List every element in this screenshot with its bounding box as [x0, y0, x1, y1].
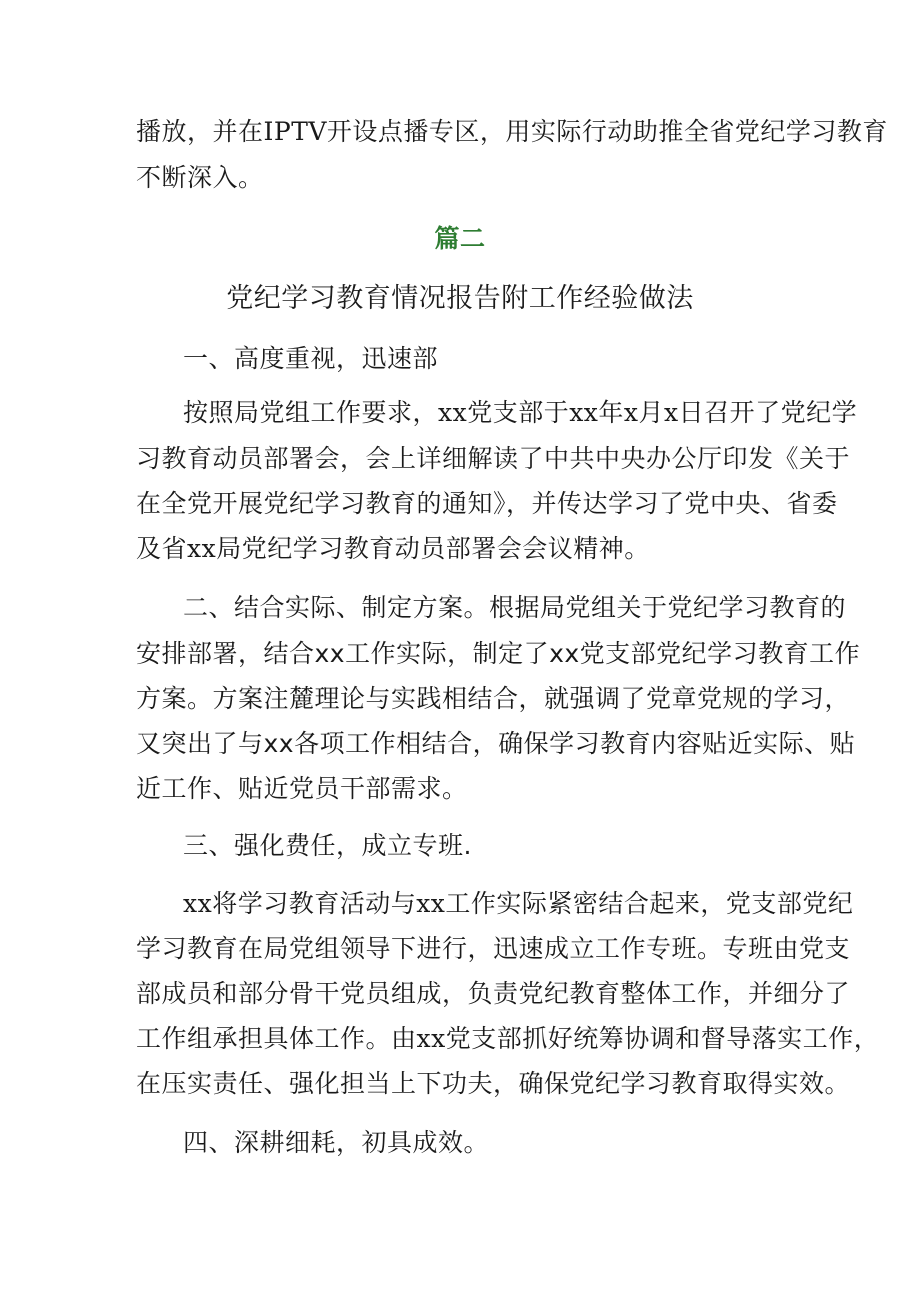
paragraph-3-line: xx将学习教育活动与xx工作实际紧密结合起来，党支部党纪: [183, 889, 854, 918]
paragraph-1-line: 习教育动员部署会，会上详细解读了中共中央办公厅印发《关于: [136, 444, 851, 473]
document-title: 党纪学习教育情况报告附工作经验做法: [226, 283, 694, 314]
heading-4: 四、深耕细耗，初具成效。: [183, 1128, 490, 1157]
paragraph-3-line: 部成员和部分骨干党员组成，负责党纪教育整体工作，并细分了: [136, 979, 851, 1008]
heading-3: 三、强化费任，成立专班.: [183, 831, 472, 860]
heading-1: 一、高度重视，迅速部: [183, 344, 439, 373]
paragraph-2-line: 近工作、贴近党员干部需求。: [136, 774, 468, 803]
paragraph-2-line: 安排部署，结合xx工作实际，制定了xx党支部党纪学习教育工作: [136, 639, 861, 668]
intro-line: 不断深入。: [136, 163, 264, 192]
paragraph-3-line: 在压实责任、强化担当上下功夫，确保党纪学习教育取得实效。: [136, 1069, 851, 1098]
paragraph-1-line: 在全党开展党纪学习教育的通知》，并传达学习了党中央、省委: [136, 489, 838, 518]
paragraph-2-line: 二、结合实际、制定方案。根据局党组关于党纪学习教育的: [183, 593, 847, 622]
paragraph-3-line: 学习教育在局党组领导下进行，迅速成立工作专班。专班由党支: [136, 934, 851, 963]
paragraph-2-line: 又突出了与xx各项工作相结合，确保学习教育内容贴近实际、贴: [136, 729, 856, 758]
paragraph-1-line: 按照局党组工作要求，xx党支部于xx年x月x日召开了党纪学: [183, 398, 858, 427]
intro-line: 播放，并在IPTV开设点播专区，用实际行动助推全省党纪学习教育: [136, 117, 888, 146]
section-label: 篇二: [434, 224, 486, 253]
paragraph-2-line: 方案。方案注麓理论与实践相结合，就强调了党章党规的学习，: [136, 684, 851, 713]
paragraph-1-line: 及省xx局党纪学习教育动员部署会会议精神。: [136, 534, 650, 563]
paragraph-3-line: 工作组承担具体工作。由xx党支部抓好统筹协调和督导落实工作，: [136, 1024, 880, 1053]
